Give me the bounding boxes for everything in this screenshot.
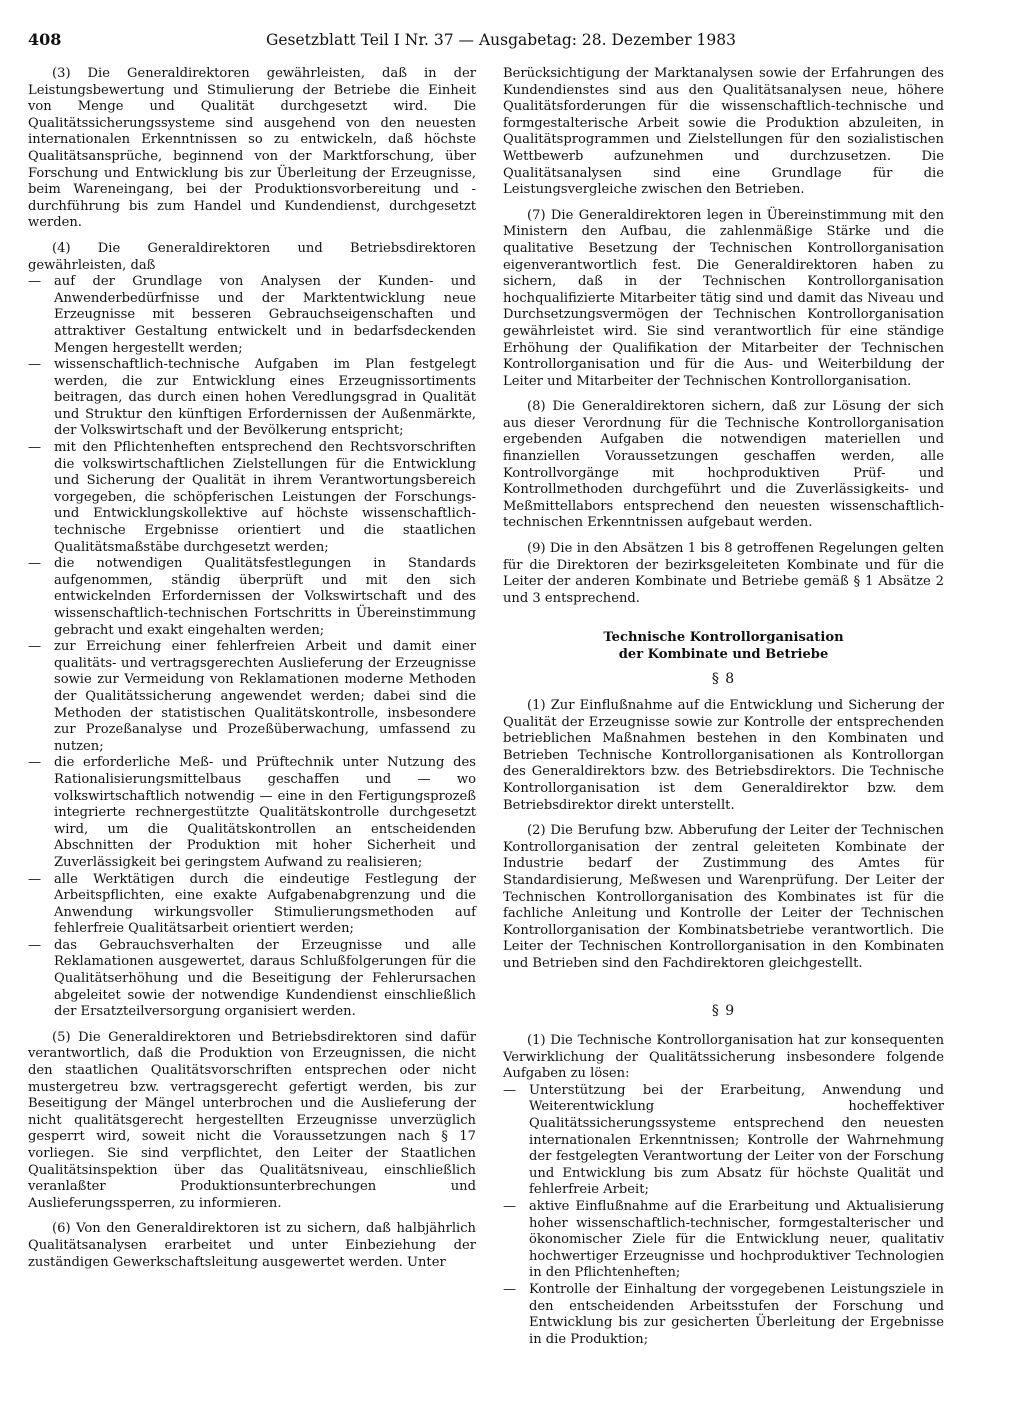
list-item xyxy=(503,1083,944,1199)
dash-bullet: — xyxy=(28,440,42,456)
list-item-text: Kontrolle der Einhaltung der vorgegebenen Leistungsziele in den entscheidenden Arbeitsstufen der Forschung und Entwicklung bis zur gesicherten Überleitung der Ergebnisse in die Produktion; xyxy=(529,1282,944,1347)
paragraph-4-intro: (4) Die Generaldirektoren und Betriebsdirektoren gewährleisten, daß xyxy=(28,240,476,273)
list-item-text: die erforderliche Meß- und Prüftechnik unter Nutzung des Rationalisierungsmittelbaus geschaffen und — wo volkswirtschaftlich notwendig — eine in den Fertigungsprozeß integrierte rechnergestützte Qualitätskontrolle durchgesetzt wird, um die Qualitätskontrollen an entscheidenden Abschnitten der Produktion mit hoher Sicherheit und Zuverlässigkeit bei geringstem Aufwand zu realisieren; xyxy=(54,755,476,870)
list-item-text: wissenschaftlich-technische Aufgaben im Plan festgelegt werden, die zur Entwicklung eines Erzeugnissortiments beitragen, das durch einen hohen Veredlungsgrad in Qualität und Struktur den künftigen Erfordernissen der Außenmärkte, der Volkswirtschaft und der Bevölkerung entspricht; xyxy=(54,357,476,439)
paragraph-9: (9) Die in den Absätzen 1 bis 8 getroffenen Regelungen gelten für die Direktoren der bezirksgeleiteten Kombinate und für die Leiter der anderen Kombinate und Betriebe gemäß § 1 Absätze 2 und 3 entsprechend. xyxy=(503,541,944,606)
paragraph-3: (3) Die Generaldirektoren gewährleisten, daß in der Leistungsbewertung und Stimulierung der Betriebe die Einheit von Menge und Qualität durchgesetzt wird. Die Qualitätssicherungssysteme sind ausgehend von den neuesten internationalen Erkenntnissen so zu entwickeln, daß höchste Qualitätsansprüche, beginnend von der Marktforschung, über Forschung und Entwicklung bis zur Überleitung der Erzeugnisse, beim Wareneingang, bei der Produktionsvorbereitung und -durchführung bis zum Handel und Kundendienst, durchgesetzt werden. xyxy=(28,66,476,231)
section-9-list xyxy=(503,1083,944,1349)
list-item-text: alle Werktätigen durch die eindeutige Festlegung der Arbeitspflichten, eine exakte Aufgabenabgrenzung und die Anwendung wirkungsvoller Stimulierungsmethoden auf fehlerfreie Qualitätsarbeit orientiert werden; xyxy=(54,871,476,937)
list-item-text: die notwendigen Qualitätsfestlegungen in Standards aufgenommen, ständig überprüft und mit den sich entwickelnden Erfordernissen der Volkswirtschaft und des wissenschaftlich-technischen Fortschritts in Übereinstimmung gebracht und exakt eingehalten werden; xyxy=(54,556,476,638)
list-item xyxy=(28,755,476,871)
section-title xyxy=(503,629,944,663)
running-head: Gesetzblatt Teil I Nr. 37 — Ausgabetag: 28. Dezember 1983 xyxy=(266,31,737,49)
section-9-heading: § 9 xyxy=(711,1002,736,1019)
list-item-text: auf der Grundlage von Analysen der Kunden- und Anwenderbedürfnisse und der Marktentwicklung neue Erzeugnisse mit besseren Gebrauchseigenschaften und attraktiver Gestaltung entwickelt und in bedarfsdeckenden Mengen hergestellt werden; xyxy=(54,274,476,356)
section-8-paragraph-2: (2) Die Berufung bzw. Abberufung der Leiter der Technischen Kontrollorganisation der zentral geleiteten Kombinate der Industrie bedarf der Zustimmung des Amtes für Standardisierung, Meßwesen und Warenprüfung. Der Leiter der Technischen Kontrollorganisation des Kombinates ist für die fachliche Anleitung und Kontrolle der Leiter der Technischen Kontrollorganisation der Kombinatsbetriebe verantwortlich. Die Leiter der Technischen Kontrollorganisation in den Kombinaten und Betrieben sind den Fachdirektoren gleichgestellt. xyxy=(503,823,944,971)
dash-bullet: — xyxy=(28,871,42,887)
paragraph-6-continued: Berücksichtigung der Marktanalysen sowie der Erfahrungen des Kundendienstes sind aus den Qualitätsanalysen neue, höhere Qualitätsforderungen für die wissenschaftlich-technische und formgestalterische Arbeit sowie die Produktion abzuleiten, in Qualitätsprogrammen und Zielstellungen für den sozialistischen Wettbewerb aufzunehmen und durchzusetzen. Die Qualitätsanalysen sind eine Grundlage für die Leistungsvergleiche zwischen den Betrieben. xyxy=(503,66,944,198)
dash-bullet: — xyxy=(28,274,42,290)
list-item-text: Unterstützung bei der Erarbeitung, Anwendung und Weiterentwicklung hocheffektiver Qualitätssicherungssysteme entsprechend den neuesten internationalen Erkenntnissen; Kontrolle der Wahrnehmung der festgelegten Verantwortung der Leiter von der Forschung und Entwicklung bis zum Absatz für höchste Qualität und fehlerfreie Arbeit; xyxy=(529,1082,944,1198)
dash-bullet: — xyxy=(28,639,42,655)
list-item xyxy=(28,639,476,755)
dash-bullet: — xyxy=(503,1082,517,1098)
list-item xyxy=(28,357,476,440)
list-item-text: zur Erreichung einer fehlerfreien Arbeit und damit einer qualitäts- und vertragsgerechten Auslieferung der Erzeugnisse sowie zur Vermeidung von Reklamationen moderne Methoden der Qualitätssicherung angewendet werden; dabei sind die Methoden der statistischen Qualitätskontrolle, insbesondere zur Prozeßanalyse und Prozeßüberwachung, umfassend zu nutzen; xyxy=(54,639,476,754)
right-column xyxy=(503,66,944,1357)
dash-bullet: — xyxy=(28,556,42,572)
list-item xyxy=(28,938,476,1021)
section-9-intro: (1) Die Technische Kontrollorganisation hat zur konsequenten Verwirklichung der Qualitätssicherung insbesondere folgende Aufgaben zu lösen: xyxy=(503,1033,944,1082)
dash-bullet: — xyxy=(28,755,42,771)
list-item-text: das Gebrauchsverhalten der Erzeugnisse und alle Reklamationen ausgewertet, daraus Schlußfolgerungen für die Qualitätserhöhung und die Beseitigung der Fehlerursachen abgeleitet sowie der notwendige Kundendienst einschließlich der Ersatzteilversorgung organisiert werden. xyxy=(54,937,476,1020)
section-8-paragraph-1: (1) Zur Einflußnahme auf die Entwicklung und Sicherung der Qualität der Erzeugnisse sowie zur Kontrolle der entsprechenden betrieblichen Maßnahmen bestehen in den Kombinaten und Betrieben Technische Kontrollorganisationen als Kontrollorgan des Generaldirektors bzw. des Betriebsdirektors. Die Technische Kontrollorganisation ist dem Generaldirektor bzw. dem Betriebsdirektor direkt unterstellt. xyxy=(503,698,944,813)
paragraph-5: (5) Die Generaldirektoren und Betriebsdirektoren sind dafür verantwortlich, daß die Produktion von Erzeugnissen, die nicht den staatlichen Qualitätsvorschriften entsprechen oder nicht mustergetreu bzw. vertragsgerecht gefertigt werden, bis zur Beseitigung der Mängel unterbrochen und die Auslieferung der nicht qualitätsgerecht hergestellten Erzeugnisse unverzüglich gesperrt wird, soweit nicht die Voraussetzungen nach § 17 vorliegen. Sie sind verpflichtet, den Leiter der Staatlichen Qualitätsinspektion über das Qualitätsniveau, einschließlich veranlaßter Produktionsunterbrechungen und Auslieferungssperren, zu informieren. xyxy=(28,1029,476,1211)
page-number: 408 xyxy=(28,30,62,49)
paragraph-8: (8) Die Generaldirektoren sichern, daß zur Lösung der sich aus dieser Verordnung für die Technische Kontrollorganisation ergebenden Aufgaben die notwendigen materiellen und finanziellen Voraussetzungen geschaffen werden, alle Kontrollvorgänge mit hochproduktiven Prüf- und Kontrollmethoden durchgeführt und die Zuverlässigkeits- und Meßmittellabors entsprechend den neuesten wissenschaftlich-technischen Erkenntnissen aufgebaut werden. xyxy=(503,399,944,531)
section-title-line-1: Technische Kontrollorganisation xyxy=(603,630,844,646)
list-item-text: mit den Pflichtenheften entsprechend den Rechtsvorschriften die volkswirtschaftlichen Zielstellungen für die Entwicklung und Sicherung der Qualität in ihrem Verantwortungsbereich vorgegeben, die schöpferischen Leistungen der Forschungs- und Entwicklungskollektive auf höchste wissenschaftlich-technische Ergebnisse orientiert und die staatlichen Qualitätsmaßstäbe durchgesetzt werden; xyxy=(54,440,476,555)
dash-bullet: — xyxy=(503,1282,517,1297)
dash-bullet: — xyxy=(28,937,42,953)
list-item-text: aktive Einflußnahme auf die Erarbeitung und Aktualisierung hoher wissenschaftlich-technischer, formgestalterischer und ökonomischer Ziele für die Entwicklung neuer, qualitativ hochwertiger Erzeugnisse und hochproduktiver Technologien in den Pflichtenheften; xyxy=(529,1199,944,1281)
paragraph-4-list xyxy=(28,274,476,1021)
section-title-line-2: der Kombinate und Betriebe xyxy=(618,647,829,663)
list-item xyxy=(28,274,476,357)
dash-bullet: — xyxy=(28,357,42,373)
dash-bullet: — xyxy=(503,1199,517,1215)
left-column xyxy=(28,66,476,1280)
list-item xyxy=(503,1199,944,1282)
paragraph-7: (7) Die Generaldirektoren legen in Übereinstimmung mit den Ministern den Aufbau, die zahlenmäßige Stärke und die qualitative Besetzung der Technischen Kontrollorganisation eigenverantwortlich fest. Die Generaldirektoren haben zu sichern, daß in der Technischen Kontrollorganisation hochqualifizierte Mitarbeiter tätig sind und damit das Niveau und Durchsetzungsvermögen der Technischen Kontrollorganisation gewährleistet wird. Sie sind verantwortlich für eine ständige Erhöhung der Qualifikation der Mitarbeiter der Technischen Kontrollorganisation und für die Aus- und Weiterbildung der Leiter und Mitarbeiter der Technischen Kontrollorganisation. xyxy=(503,207,944,389)
list-item xyxy=(503,1282,944,1348)
paragraph-6: (6) Von den Generaldirektoren ist zu sichern, daß halbjährlich Qualitätsanalysen erarbeitet und unter Einbeziehung der zuständigen Gewerkschaftsleitung ausgewertet werden. Unter xyxy=(28,1221,476,1270)
list-item xyxy=(28,440,476,556)
section-8-heading: § 8 xyxy=(711,671,736,688)
list-item xyxy=(28,556,476,639)
list-item xyxy=(28,872,476,938)
page-header xyxy=(28,30,990,54)
